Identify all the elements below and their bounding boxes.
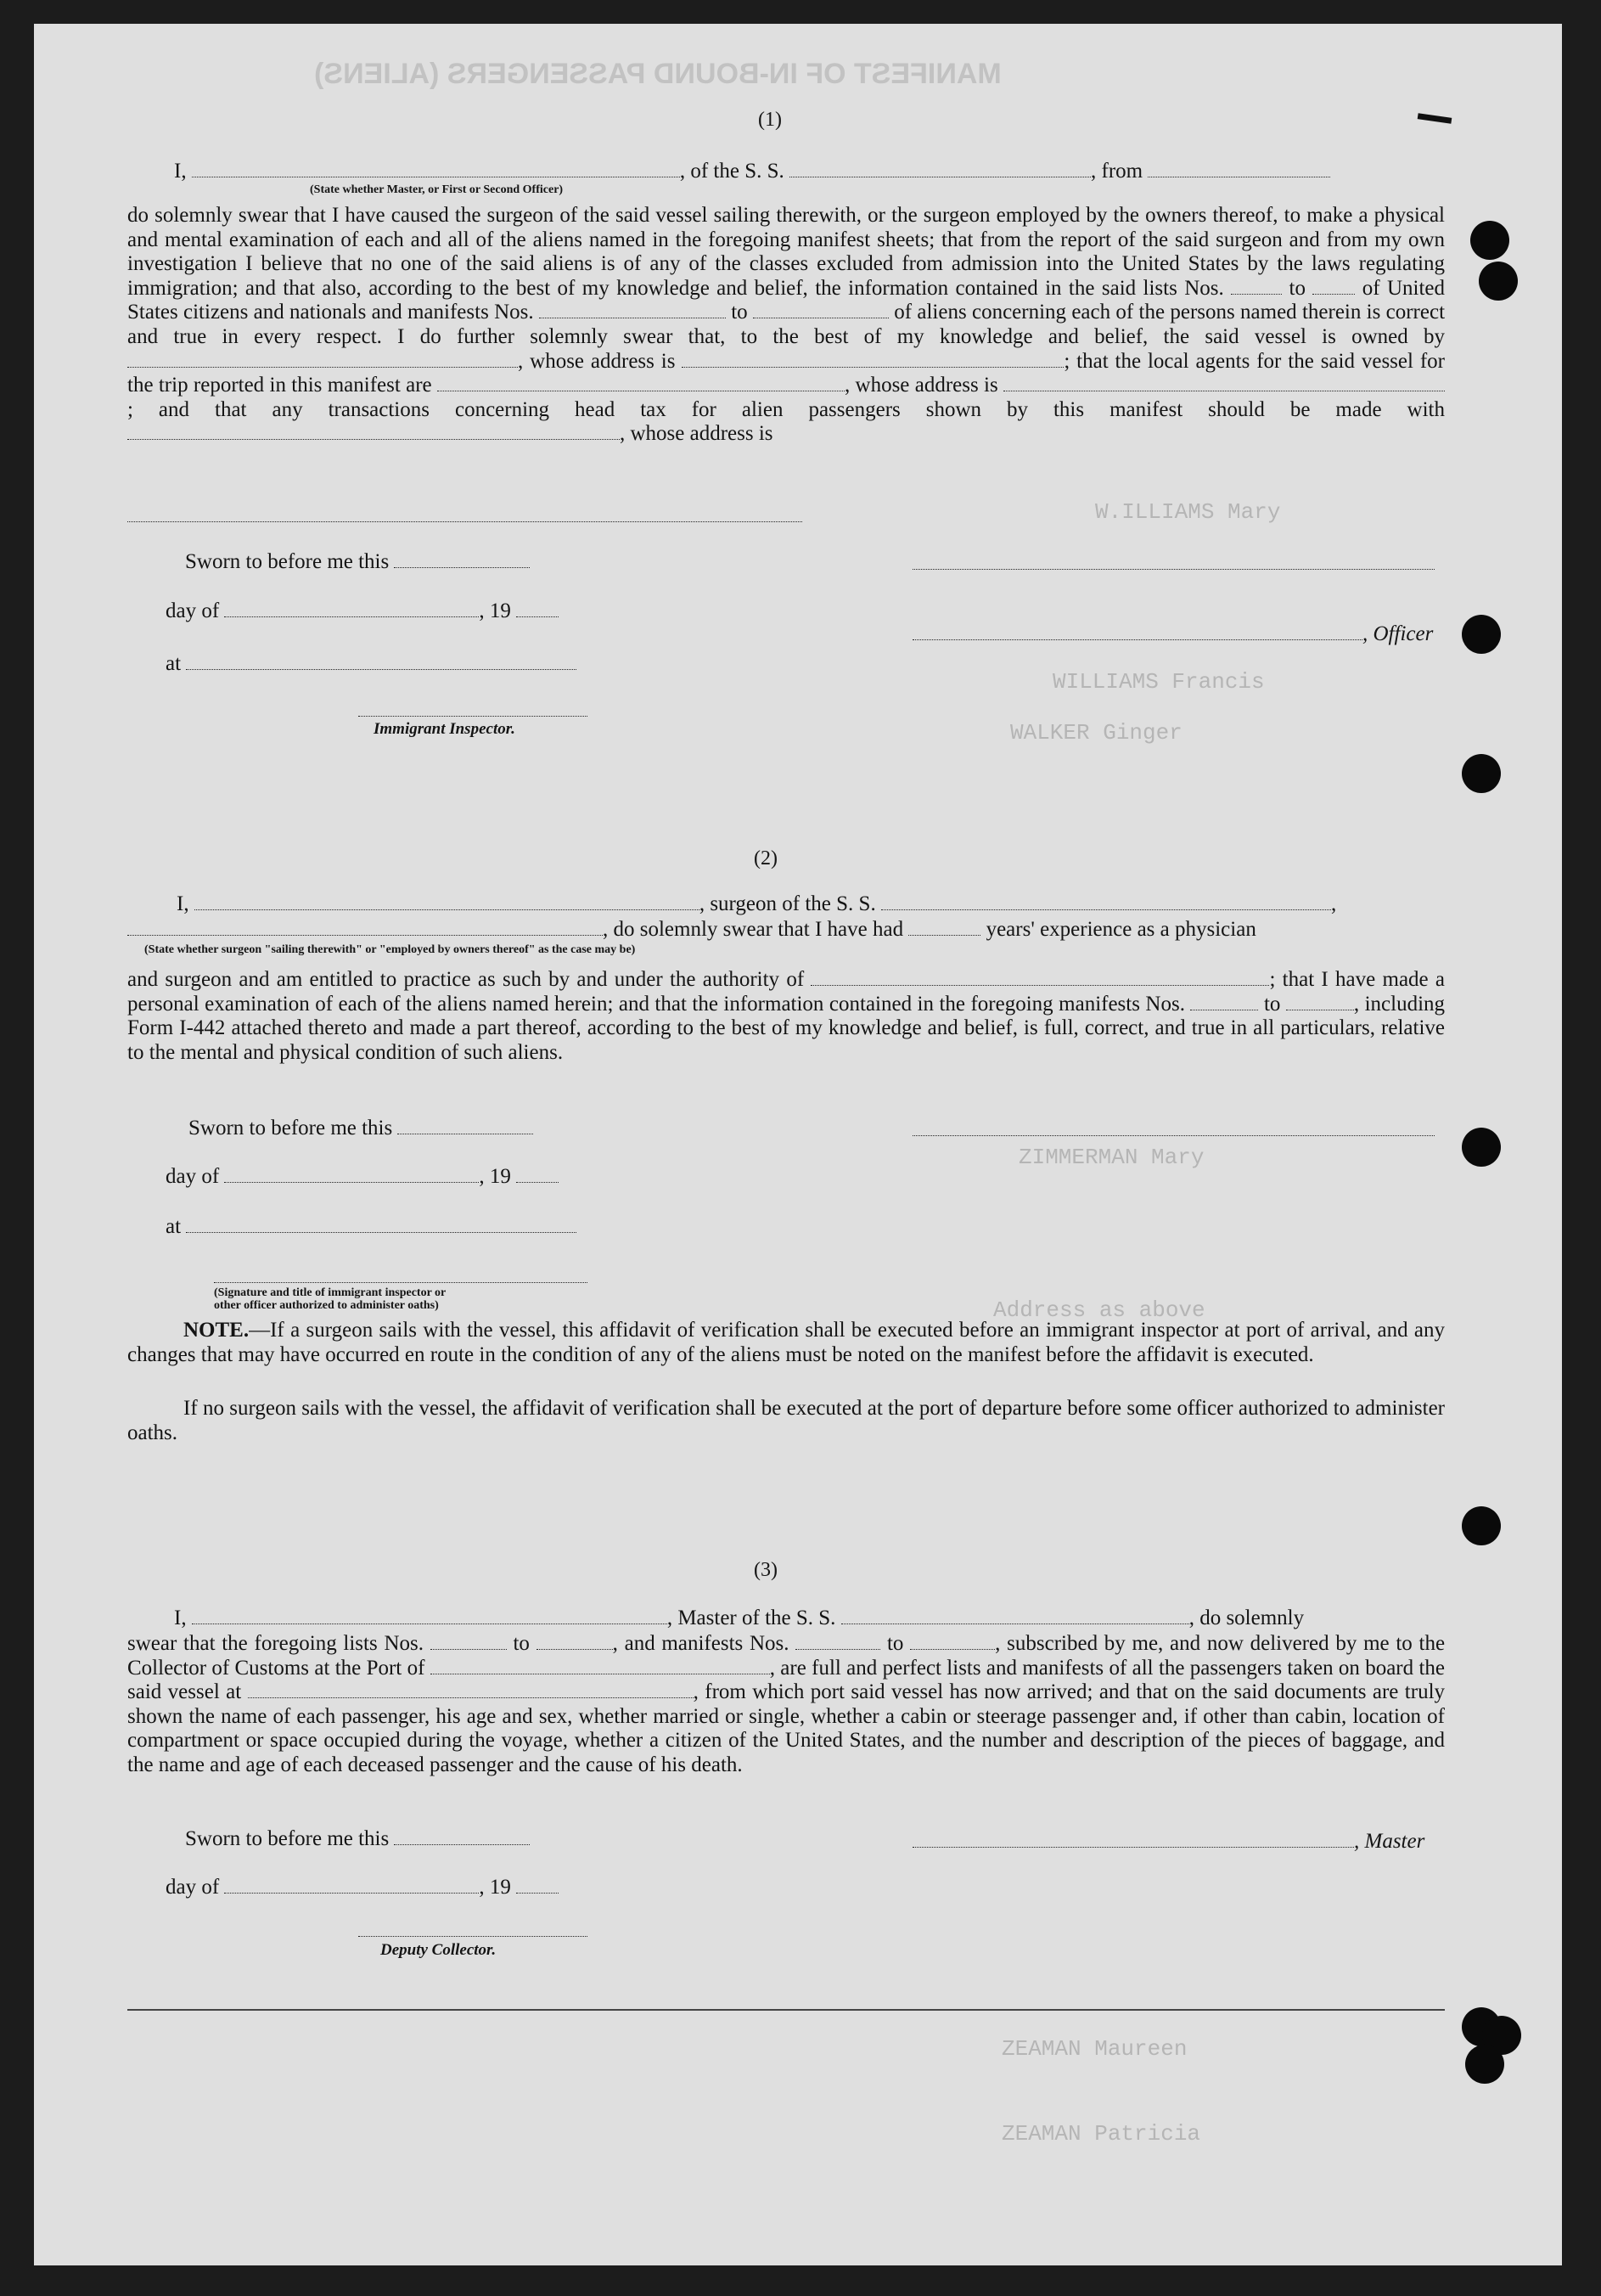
- s1-officer-label: , Officer: [1362, 622, 1434, 645]
- s1-oath-text: ; and that any transactions concerning head tax for alien passengers shown by this manifest should be made with: [127, 397, 1445, 421]
- binder-hole: [1470, 221, 1509, 260]
- s1-master-line: [174, 160, 1330, 183]
- s2-inspector-signature-field[interactable]: [214, 1282, 587, 1283]
- s3-manifests-from-field[interactable]: [795, 1632, 880, 1650]
- s1-oath-text: of United States citizens and nationals and manifests Nos.: [127, 276, 1446, 324]
- s2-surgeon-note: (State whether surgeon "sailing therewith" or "employed by owners thereof" as the case may be): [144, 943, 636, 956]
- s1-address-continuation-field[interactable]: [127, 521, 802, 522]
- ink-mark: [1418, 113, 1452, 123]
- s2-at-field[interactable]: [186, 1215, 576, 1233]
- section-1-number: (1): [758, 109, 782, 131]
- s1-oath-text: of aliens concerning each of the persons named therein is correct and true in every respect. I do further solemnly swear that, to the best of my knowledge and belief, the said vessel is owned by: [127, 301, 1446, 348]
- s2-solemnly-text: , do solemnly swear that I have had: [603, 918, 904, 941]
- s2-note-label: NOTE.: [183, 1319, 250, 1342]
- s1-lists-to-field[interactable]: [1312, 277, 1355, 295]
- s2-inspector-note-1: (Signature and title of immigrant inspector or: [214, 1286, 447, 1299]
- binder-hole: [1462, 1506, 1501, 1545]
- s1-officer-field[interactable]: [192, 160, 680, 177]
- s2-note-paragraph: [127, 1319, 1445, 1367]
- s3-day-field[interactable]: [224, 1876, 479, 1894]
- s1-inspector-label: Immigrant Inspector.: [374, 720, 515, 738]
- s2-inspector-note-2: other officer authorized to administer oaths): [214, 1299, 439, 1312]
- s2-surgeon-role-field[interactable]: [127, 918, 603, 936]
- s2-oath-text: , including Form I-442 attached thereto and made a part thereof, according to the best of my knowledge and belief, is full, correct, and true in all particulars, relative to the mental and physical condition of such aliens.: [127, 992, 1446, 1064]
- binder-hole: [1462, 754, 1501, 793]
- s3-lists-from-field[interactable]: [430, 1632, 507, 1650]
- s1-oath-text: , whose address is: [620, 422, 773, 446]
- s3-sworn-line: [185, 1827, 530, 1851]
- s3-manifests-to-field[interactable]: [910, 1632, 995, 1650]
- s2-years-field[interactable]: [908, 918, 980, 936]
- s3-oath-text: , subscribed by me, and now delivered by me to the Collector of Customs at the Port of: [127, 1632, 1446, 1680]
- s1-vessel-field[interactable]: [789, 160, 1091, 177]
- s3-master-name-field[interactable]: [192, 1607, 667, 1624]
- s3-day-line: [166, 1876, 559, 1899]
- s3-master-label: , Master: [1354, 1830, 1425, 1853]
- s1-from-field[interactable]: [1148, 160, 1330, 177]
- s1-from: , from: [1091, 160, 1143, 183]
- s3-vessel-field[interactable]: [841, 1607, 1189, 1624]
- s1-agents-field[interactable]: [437, 374, 845, 391]
- bleed-through-entry: ZEAMAN Maureen: [1002, 2036, 1188, 2062]
- s2-sworn-line: [188, 1117, 533, 1140]
- s3-sworn-field[interactable]: [394, 1827, 530, 1845]
- s3-oath-text: to: [513, 1632, 530, 1655]
- s1-oath-text: do solemnly swear that I have caused the surgeon of the said vessel sailing therewith, or the surgeon employed by the owners thereof, to make a physical and mental examination of each and all of the aliens named in the foregoing manifest sheets; that from the report of the said surgeon and from my own investigation I believe that no one of the said aliens is of any of the classes excluded from admission into the United States by the laws regulating immigration; and that also, according to the best of my knowledge and belief, the information contained in the said lists Nos.: [127, 204, 1445, 300]
- s2-year-field[interactable]: [516, 1165, 559, 1183]
- s1-officer-signature-field[interactable]: [913, 622, 1362, 640]
- s1-sworn-label: Sworn to before me this: [185, 550, 390, 573]
- section-2-number: (2): [754, 847, 778, 869]
- s1-i-label: I,: [174, 160, 187, 183]
- s1-oath-text: to: [731, 301, 748, 324]
- s3-sworn-label: Sworn to before me this: [185, 1827, 390, 1850]
- s3-master-sig-line: [913, 1830, 1424, 1854]
- s3-oath-text: , from which port said vessel has now arrived; and that on the said documents are truly shown the name of each passenger, his age and sex, whether married or single, whether a cabin or steerage passenger and, if other than cabin, location of compartment or space occupied during the voyage, whether a citizen of the United States, and the number and description of the pieces of baggage, and the name and age of each deceased passenger and the cause of his death.: [127, 1680, 1446, 1776]
- s3-oath-paragraph: [127, 1632, 1445, 1778]
- s2-at-line: [166, 1215, 576, 1239]
- s3-master-line: [174, 1607, 1304, 1630]
- bleed-through-entry: W.ILLIAMS Mary: [1095, 499, 1281, 525]
- s1-at-line: [166, 652, 576, 676]
- s1-sworn-field[interactable]: [394, 550, 530, 568]
- binder-hole: [1462, 1128, 1501, 1167]
- s2-sworn-field[interactable]: [397, 1117, 533, 1134]
- s3-day-label: day of: [166, 1876, 220, 1899]
- s3-oath-text: to: [886, 1632, 904, 1655]
- s3-deputy-label: Deputy Collector.: [380, 1941, 497, 1959]
- s2-day-label: day of: [166, 1165, 220, 1188]
- s1-day-line: [166, 599, 559, 623]
- s2-experience-line: [127, 918, 1256, 942]
- s3-port-field[interactable]: [430, 1657, 770, 1674]
- bleed-through-entry: Address as above: [993, 1297, 1205, 1323]
- s2-surgeon-name-field[interactable]: [194, 892, 699, 910]
- bleed-through-entry: ZIMMERMAN Mary: [1019, 1145, 1205, 1170]
- s1-sworn-line: [185, 550, 530, 574]
- s3-year-field[interactable]: [516, 1876, 559, 1894]
- s2-vessel-field[interactable]: [881, 892, 1331, 910]
- s2-i-label: I,: [177, 892, 189, 915]
- s1-officer-signature-top-field[interactable]: [913, 569, 1435, 570]
- s2-surgeon-line: I, , surgeon of the S. S. ,: [177, 892, 1337, 915]
- s2-no-surgeon-paragraph: [127, 1397, 1445, 1445]
- s2-oath-paragraph: [127, 968, 1445, 1065]
- s1-of-ss: , of the S. S.: [679, 160, 784, 183]
- s3-i-label: I,: [174, 1607, 187, 1629]
- s1-at-label: at: [166, 652, 182, 675]
- s2-note-text: —If a surgeon sails with the vessel, this affidavit of verification shall be executed before an immigrant inspector at port of arrival, and any changes that may have occurred en route in the condition of any of the aliens must be noted on the manifest before the affidavit is executed.: [127, 1319, 1445, 1366]
- s1-oath-text: to: [1289, 276, 1306, 300]
- s2-surgeon-of-label: , surgeon of the S. S.: [699, 892, 876, 915]
- s3-master-of-label: , Master of the S. S.: [666, 1607, 836, 1629]
- s1-officer-line: [913, 622, 1433, 646]
- s1-oath-text: , whose address is: [518, 349, 676, 373]
- s1-oath-text: ; that the local agents for the said vessel for the trip reported in this manifest are: [127, 349, 1445, 397]
- binder-hole: [1462, 615, 1501, 654]
- manifest-back-page: [34, 24, 1562, 2265]
- s3-oath-text: , and manifests Nos.: [612, 1632, 789, 1655]
- s1-year-prefix: , 19: [479, 599, 511, 622]
- s1-day-field[interactable]: [224, 599, 479, 617]
- s2-day-field[interactable]: [224, 1165, 479, 1183]
- s2-years-text: years' experience as a physician: [986, 918, 1256, 941]
- s1-oath-text: , whose address is: [844, 374, 998, 397]
- s2-oath-text: ; that I have made a personal examination of each of the aliens named herein; and that the information contained in the foregoing manifests Nos.: [127, 968, 1446, 1016]
- s3-master-signature-field[interactable]: [913, 1830, 1354, 1848]
- s3-year-prefix: , 19: [479, 1876, 511, 1899]
- s1-head-tax-field[interactable]: [127, 422, 620, 440]
- s1-owner-address-field[interactable]: [682, 350, 1064, 368]
- s3-boarded-at-field[interactable]: [248, 1680, 694, 1698]
- s1-at-field[interactable]: [186, 652, 576, 670]
- s1-agent-address-field[interactable]: [1003, 374, 1445, 391]
- s1-officer-note: (State whether Master, or First or Second Officer): [310, 183, 564, 196]
- s2-sworn-label: Sworn to before me this: [188, 1117, 393, 1140]
- s1-owned-by-field[interactable]: [127, 350, 518, 368]
- s2-oath-text: to: [1263, 992, 1281, 1016]
- s1-lists-from-field[interactable]: [1231, 277, 1282, 295]
- s1-day-label: day of: [166, 599, 220, 622]
- bottom-rule: [127, 2009, 1445, 2011]
- bleed-through-entry: WILLIAMS Francis: [1053, 669, 1265, 695]
- s3-deputy-signature-field[interactable]: [358, 1936, 587, 1937]
- s1-manifests-to-field[interactable]: [753, 301, 889, 318]
- s2-signature-top-field[interactable]: [913, 1135, 1435, 1136]
- binder-hole: [1479, 262, 1518, 301]
- bleed-through-entry: WALKER Ginger: [1010, 720, 1182, 746]
- s2-manifests-to-field[interactable]: [1286, 993, 1354, 1010]
- binder-hole: [1465, 2045, 1504, 2084]
- s1-oath-paragraph: [127, 204, 1445, 447]
- section-3-number: (3): [754, 1559, 778, 1581]
- s1-inspector-signature-field[interactable]: [358, 716, 587, 717]
- s2-year-prefix: , 19: [479, 1165, 511, 1188]
- s3-oath-text: , are full and perfect lists and manifests of all the passengers taken on board the said vessel at: [127, 1656, 1445, 1704]
- bleed-through-entry: ZEAMAN Patricia: [1002, 2121, 1201, 2147]
- s1-year-field[interactable]: [516, 599, 559, 617]
- bleed-through-title: MANIFEST OF IN-BOUND PASSENGERS (ALIENS): [314, 58, 1002, 90]
- s2-at-label: at: [166, 1215, 182, 1238]
- s2-day-line: [166, 1165, 559, 1189]
- s3-do-solemnly: , do solemnly: [1188, 1607, 1305, 1629]
- s1-manifests-from-field[interactable]: [539, 301, 726, 318]
- s2-authority-field[interactable]: [811, 968, 1269, 986]
- s2-manifests-from-field[interactable]: [1190, 993, 1258, 1010]
- s3-lists-to-field[interactable]: [536, 1632, 613, 1650]
- s2-no-surgeon-text: If no surgeon sails with the vessel, the affidavit of verification shall be executed at the port of departure before some officer authorized to administer oaths.: [127, 1397, 1445, 1444]
- s2-oath-text: and surgeon and am entitled to practice as such by and under the authority of: [127, 968, 805, 991]
- s3-oath-text: swear that the foregoing lists Nos.: [127, 1632, 424, 1655]
